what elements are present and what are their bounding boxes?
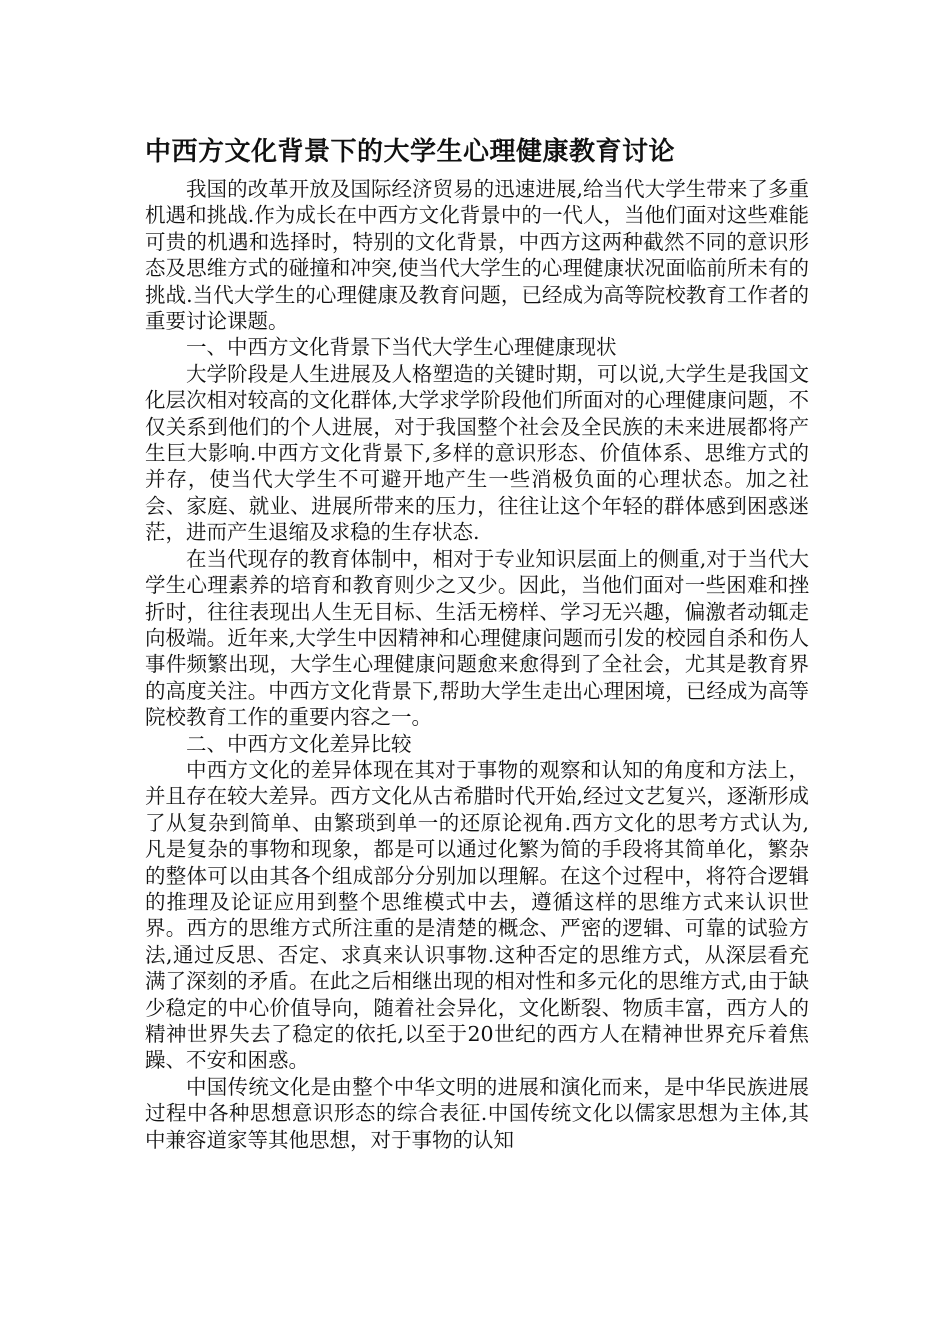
paragraph-section1-b: 在当代现存的教育体制中，相对于专业知识层面上的侧重,对于当代大学生心理素养的培育和教育则少之又少。因此，当他们面对一些困难和挫折时，往往表现出人生无目标、生活无榜样、学习无兴趣，偏激者动辄走向极端。近年来,大学生中因精神和心理健康问题而引发的校园自杀和伤人事件频繁出现，大学生心理健康问题愈来愈得到了全社会，尤其是教育界的高度关注。中西方文化背景下,帮助大学生走出心理困境，已经成为高等院校教育工作的重要内容之一。 — [145, 546, 809, 730]
paragraph-intro: 我国的改革开放及国际经济贸易的迅速进展,给当代大学生带来了多重机遇和挑战.作为成长在中西方文化背景中的一代人，当他们面对这些难能可贵的机遇和选择时，特别的文化背景，中西方这两种截然不同的意识形态及思维方式的碰撞和冲突,使当代大学生的心理健康状况面临前所未有的挑战.当代大学生的心理健康及教育问题，已经成为高等院校教育工作者的重要讨论课题。 — [145, 177, 809, 334]
paragraph-section2-b: 中国传统文化是由整个中华文明的进展和演化而来，是中华民族进展过程中各种思想意识形态的综合表征.中国传统文化以儒家思想为主体,其中兼容道家等其他思想，对于事物的认知 — [145, 1074, 809, 1152]
section-heading-2: 二、中西方文化差异比较 — [186, 731, 412, 756]
document-page — [145, 132, 809, 1153]
paragraph-section1-a: 大学阶段是人生进展及人格塑造的关键时期，可以说,大学生是我国文化层次相对较高的文化群体,大学求学阶段他们所面对的心理健康问题，不仅关系到他们的个人进展，对于我国整个社会及全民族的未来进展都将产生巨大影响.中西方文化背景下,多样的意识形态、价值体系、思维方式的并存，使当代大学生不可避开地产生一些消极负面的心理状态。加之社会、家庭、就业、进展所带来的压力，往往让这个年轻的群体感到困惑迷茫，进而产生退缩及求稳的生存状态. — [145, 361, 809, 545]
section-heading-1: 一、中西方文化背景下当代大学生心理健康现状 — [186, 335, 617, 360]
document-title: 中西方文化背景下的大学生心理健康教育讨论 — [145, 137, 676, 167]
paragraph-section2-a: 中西方文化的差异体现在其对于事物的观察和认知的角度和方法上，并且存在较大差异。西方文化从古希腊时代开始,经过文艺复兴，逐渐形成了从复杂到简单、由繁琐到单一的还原论视角.西方文化的思考方式认为,凡是复杂的事物和现象，都是可以通过化繁为简的手段将其简单化，繁杂的整体可以由其各个组成部分分别加以理解。在这个过程中，将符合逻辑的推理及论证应用到整个思维模式中去，遵循这样的思维方式来认识世界。西方的思维方式所注重的是清楚的概念、严密的逻辑、可靠的试验方法,通过反思、否定、求真来认识事物.这种否定的思维方式，从深层看充满了深刻的矛盾。在此之后相继出现的相对性和多元化的思维方式,由于缺少稳定的中心价值导向，随着社会异化，文化断裂、物质丰富，西方人的精神世界失去了稳定的依托,以至于20世纪的西方人在精神世界充斥着焦躁、不安和困惑。 — [145, 757, 809, 1073]
